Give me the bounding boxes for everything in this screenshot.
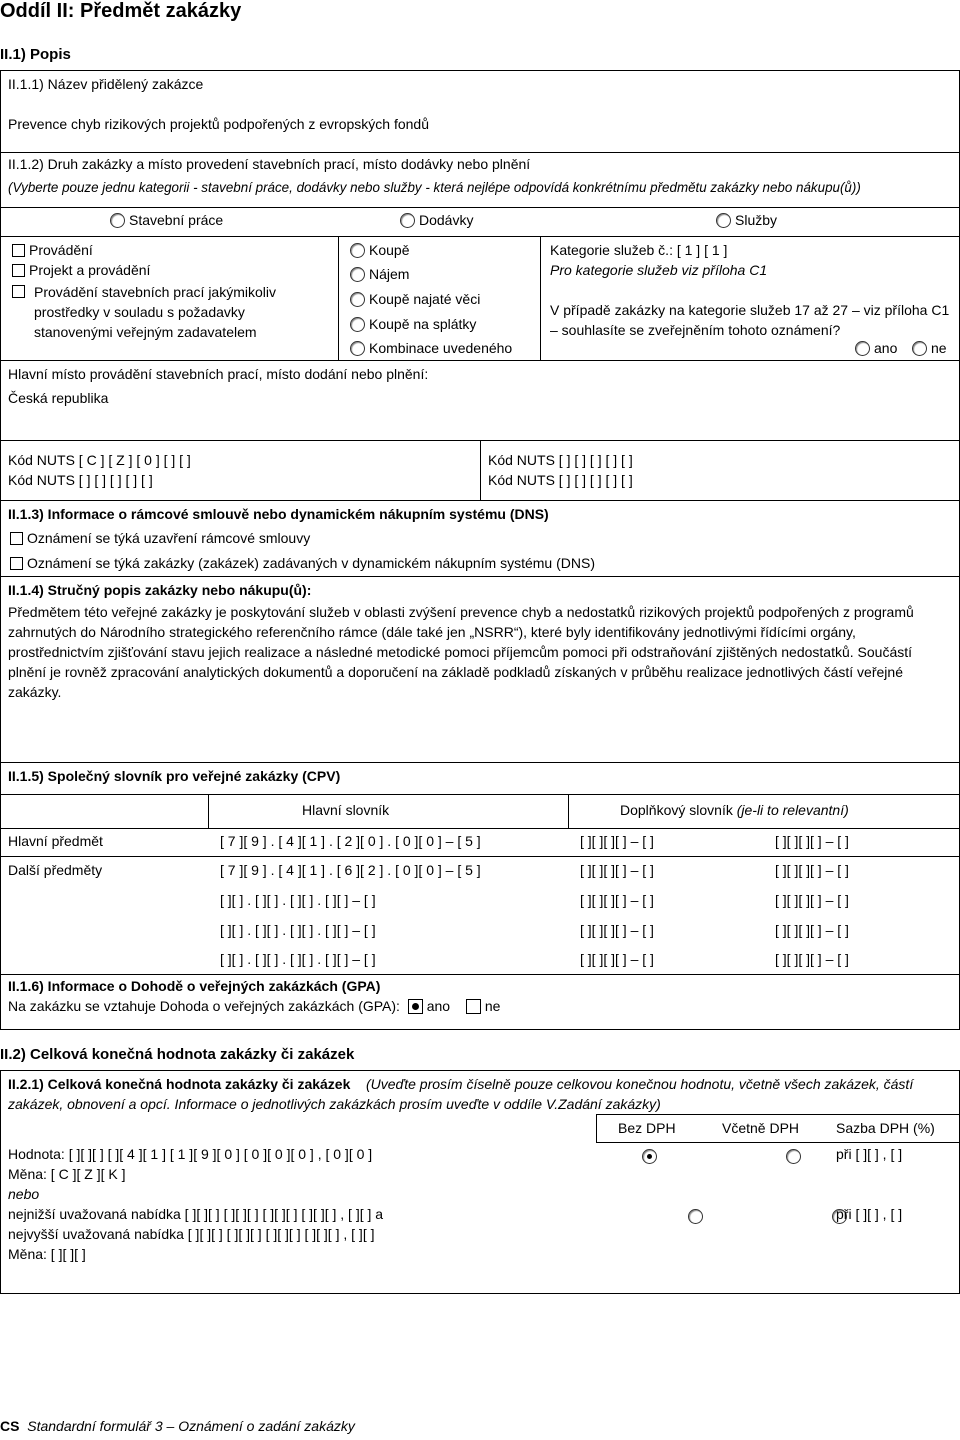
service-category: Kategorie služeb č.: [ 1 ] [ 1 ] bbox=[550, 242, 728, 258]
cpv-label: II.1.5) Společný slovník pro veřejné zakázky (CPV) bbox=[8, 768, 341, 784]
cpv-supp-header-label: Doplňkový slovník bbox=[620, 802, 733, 818]
divider bbox=[540, 236, 541, 360]
category-supplies[interactable] bbox=[400, 212, 473, 228]
checkbox[interactable] bbox=[10, 557, 23, 570]
works-option[interactable] bbox=[12, 282, 322, 342]
supplies-option[interactable] bbox=[350, 340, 512, 356]
works-option-label: Projekt a provádění bbox=[29, 262, 151, 278]
place-label: Hlavní místo provádění stavebních prací, místo dodání nebo plnění: bbox=[8, 366, 429, 382]
cpv-main-code: [ ][ ] . [ ][ ] . [ ][ ] . [ ][ ] – [ ] bbox=[220, 922, 376, 938]
framework-label: II.1.3) Informace o rámcové smlouvě nebo dynamickém nákupním systému (DNS) bbox=[8, 506, 549, 522]
without-vat-radio-range[interactable] bbox=[688, 1209, 703, 1224]
total-value-label: II.2.1) Celková konečná hodnota zakázky či zakázek bbox=[8, 1076, 351, 1092]
divider bbox=[0, 152, 960, 153]
supplies-option[interactable] bbox=[350, 242, 409, 258]
with-vat-header: Včetně DPH bbox=[722, 1120, 800, 1136]
supplies-option-label: Koupě najaté věci bbox=[369, 291, 481, 307]
nuts-code: Kód NUTS [ C ] [ Z ] [ 0 ] [ ] [ ] bbox=[8, 452, 191, 468]
or-label: nebo bbox=[8, 1186, 40, 1202]
footer-cs: CS bbox=[0, 1418, 20, 1434]
works-option-label: Provádění bbox=[29, 242, 93, 258]
cpv-other-subjects-label: Další předměty bbox=[8, 862, 103, 878]
supplies-option[interactable] bbox=[350, 316, 476, 332]
radio[interactable] bbox=[350, 317, 365, 332]
category-works[interactable] bbox=[110, 212, 223, 228]
cpv-supp-code: [ ][ ][ ][ ] – [ ] bbox=[775, 951, 849, 967]
gpa-question-text: Na zakázku se vztahuje Dohoda o veřejných zakázkách (GPA): bbox=[8, 998, 400, 1014]
gpa-no-label: ne bbox=[484, 998, 501, 1014]
currency-line: Měna: [ C ][ Z ][ K ] bbox=[8, 1166, 126, 1182]
lowest-offer-line: nejnižší uvažovaná nabídka [ ][ ][ ] [ ][ ][ ] [ ][ ][ ] [ ][ ][ ] , [ ][ ] a bbox=[8, 1206, 384, 1222]
cpv-main-code: [ ][ ] . [ ][ ] . [ ][ ] . [ ][ ] – [ ] bbox=[220, 892, 376, 908]
contract-type-label: II.1.2) Druh zakázky a místo provedení stavebních prací, místo dodávky nebo plnění bbox=[8, 156, 531, 172]
divider bbox=[0, 762, 960, 763]
vat-rate-value-range: při [ ][ ] , [ ] bbox=[836, 1206, 903, 1222]
radio[interactable] bbox=[350, 243, 365, 258]
gpa-question bbox=[8, 998, 500, 1014]
without-vat-header: Bez DPH bbox=[618, 1120, 676, 1136]
cpv-main-header: Hlavní slovník bbox=[302, 802, 390, 818]
footer-form-name: Standardní formulář 3 – Oznámení o zadání zakázky bbox=[27, 1418, 355, 1434]
place-value: Česká republika bbox=[8, 390, 109, 406]
supplies-option[interactable] bbox=[350, 266, 409, 282]
currency-line-2: Měna: [ ][ ][ ] bbox=[8, 1246, 86, 1262]
highest-offer-line: nejvyšší uvažovaná nabídka [ ][ ][ ] [ ][ ][ ] [ ][ ][ ] [ ][ ][ ] , [ ][ ] bbox=[8, 1226, 375, 1242]
no-radio[interactable] bbox=[912, 341, 927, 356]
checkbox[interactable] bbox=[12, 264, 25, 277]
contract-type-note: (Vyberte pouze jednu kategorii - stavební práce, dodávky nebo služby - která nejlépe odpovídá konkrétnímu předmětu zakázky nebo nákupu(ů)) bbox=[8, 180, 861, 195]
description-part1: Předmětem této veřejné zakázky je poskytování služeb v oblasti zvýšení prevence chyb a nedostatků rizikových projektů podpořených z programů zahrnutých do Národního strategického referenčního rámce (dále také jen „NSRR“), které byly identifikovány jednotlivými řídícími orgány, prostřednictvím zjišťování stavu jejich realizace a následné metodické pomoci příjemcům pomoci při odstraňování zjištěných nedostatků. bbox=[8, 604, 914, 660]
cpv-supp-header bbox=[620, 802, 849, 818]
divider bbox=[0, 856, 960, 857]
cpv-supp-code: [ ][ ][ ][ ] – [ ] bbox=[775, 833, 849, 849]
cpv-supp-code: [ ][ ][ ][ ] – [ ] bbox=[580, 862, 654, 878]
section-heading-description: II.1) Popis bbox=[0, 46, 71, 63]
divider bbox=[0, 207, 960, 208]
total-value-heading: II.2) Celková konečná hodnota zakázky či zakázek bbox=[0, 1046, 355, 1063]
divider bbox=[208, 794, 209, 828]
cpv-supp-code: [ ][ ][ ][ ] – [ ] bbox=[775, 862, 849, 878]
divider bbox=[0, 236, 960, 237]
supplies-option-label: Koupě na splátky bbox=[369, 316, 477, 332]
description-text bbox=[8, 602, 952, 702]
gpa-label: II.1.6) Informace o Dohodě o veřejných zakázkách (GPA) bbox=[8, 978, 381, 994]
works-option-label: Provádění stavebních prací jakýmikoliv prostředky v souladu s požadavky stanovenými veřejným zadavatelem bbox=[34, 284, 276, 340]
divider bbox=[0, 794, 960, 795]
nuts-code: Kód NUTS [ ] [ ] [ ] [ ] [ ] bbox=[8, 472, 153, 488]
checkbox[interactable] bbox=[10, 532, 23, 545]
cpv-main-code: [ 7 ][ 9 ] . [ 4 ][ 1 ] . [ 2 ][ 0 ] . [ 0 ][ 0 ] – [ 5 ] bbox=[220, 833, 481, 849]
divider bbox=[596, 1114, 960, 1115]
nuts-code: Kód NUTS [ ] [ ] [ ] [ ] [ ] bbox=[488, 452, 633, 468]
divider bbox=[0, 828, 960, 829]
yes-label: ano bbox=[874, 340, 898, 356]
supplies-radio[interactable] bbox=[400, 213, 415, 228]
supplies-option-label: Koupě bbox=[369, 242, 410, 258]
dns-option-label: Oznámení se týká zakázky (zakázek) zadávaných v dynamickém nákupním systému (DNS) bbox=[27, 555, 595, 571]
vat-rate-header: Sazba DPH (%) bbox=[836, 1120, 935, 1136]
services-radio[interactable] bbox=[716, 213, 731, 228]
without-vat-radio[interactable] bbox=[642, 1149, 657, 1164]
category-works-label: Stavební práce bbox=[129, 212, 224, 228]
divider bbox=[338, 236, 339, 360]
gpa-no-radio[interactable] bbox=[466, 999, 481, 1014]
works-option[interactable] bbox=[12, 242, 93, 258]
cpv-main-code: [ ][ ] . [ ][ ] . [ ][ ] . [ ][ ] – [ ] bbox=[220, 951, 376, 967]
divider bbox=[480, 440, 481, 500]
with-vat-radio[interactable] bbox=[786, 1149, 801, 1164]
cpv-supp-header-note: (je-li to relevantní) bbox=[736, 802, 849, 818]
yes-radio[interactable] bbox=[855, 341, 870, 356]
cpv-supp-code: [ ][ ][ ][ ] – [ ] bbox=[775, 922, 849, 938]
cpv-supp-code: [ ][ ][ ][ ] – [ ] bbox=[775, 892, 849, 908]
cpv-supp-code: [ ][ ][ ][ ] – [ ] bbox=[580, 922, 654, 938]
no-label: ne bbox=[931, 340, 947, 356]
supplies-option[interactable] bbox=[350, 291, 480, 307]
description-part2: Součástí plnění je rovněž zpracování analytických dokumentů a doporučení na základě podkladů získaných v průběhu realizace jednotlivých částí veřejné zakázky. bbox=[8, 644, 913, 700]
publication-yes[interactable] bbox=[855, 340, 897, 356]
framework-option[interactable] bbox=[10, 530, 310, 546]
divider bbox=[0, 576, 960, 577]
divider bbox=[0, 500, 960, 501]
divider bbox=[596, 1114, 597, 1142]
checkbox[interactable] bbox=[12, 244, 25, 257]
divider bbox=[596, 1142, 960, 1143]
cpv-supp-code: [ ][ ][ ][ ] – [ ] bbox=[580, 951, 654, 967]
radio[interactable] bbox=[350, 341, 365, 356]
supplies-option-label: Kombinace uvedeného bbox=[369, 340, 513, 356]
category-services-label: Služby bbox=[735, 212, 778, 228]
contract-name-value: Prevence chyb rizikových projektů podpořených z evropských fondů bbox=[8, 116, 429, 132]
value-line: Hodnota: [ ][ ][ ] [ ][ 4 ][ 1 ] [ 1 ][ 9 ][ 0 ] [ 0 ][ 0 ][ 0 ] , [ 0 ][ 0 ] bbox=[8, 1146, 373, 1162]
dns-option[interactable] bbox=[10, 555, 595, 571]
radio[interactable] bbox=[350, 267, 365, 282]
gpa-yes-radio[interactable] bbox=[408, 999, 423, 1014]
supplies-option-label: Nájem bbox=[369, 266, 410, 282]
radio[interactable] bbox=[350, 292, 365, 307]
total-value-intro bbox=[8, 1074, 952, 1114]
category-services[interactable] bbox=[716, 212, 777, 228]
works-radio[interactable] bbox=[110, 213, 125, 228]
checkbox[interactable] bbox=[12, 285, 25, 298]
service-publication-question: V případě zakázky na kategorie služeb 17 až 27 – viz příloha C1 – souhlasíte se zveřejněním tohoto oznámení? bbox=[550, 302, 950, 338]
cpv-supp-code: [ ][ ][ ][ ] – [ ] bbox=[580, 892, 654, 908]
framework-option-label: Oznámení se týká uzavření rámcové smlouvy bbox=[27, 530, 311, 546]
works-option[interactable] bbox=[12, 262, 150, 278]
contract-name-label: II.1.1) Název přidělený zakázce bbox=[8, 76, 204, 92]
category-supplies-label: Dodávky bbox=[419, 212, 474, 228]
divider bbox=[0, 360, 960, 361]
cpv-main-code: [ 7 ][ 9 ] . [ 4 ][ 1 ] . [ 6 ][ 2 ] . [ 0 ][ 0 ] – [ 5 ] bbox=[220, 862, 481, 878]
gpa-yes-label: ano bbox=[426, 998, 451, 1014]
cpv-supp-code: [ ][ ][ ][ ] – [ ] bbox=[580, 833, 654, 849]
divider bbox=[568, 794, 569, 828]
cpv-main-subject-label: Hlavní předmět bbox=[8, 833, 103, 849]
nuts-code: Kód NUTS [ ] [ ] [ ] [ ] [ ] bbox=[488, 472, 633, 488]
publication-no[interactable] bbox=[912, 340, 947, 356]
description-label: II.1.4) Stručný popis zakázky nebo nákupu(ů): bbox=[8, 582, 312, 598]
service-annex-note: Pro kategorie služeb viz příloha C1 bbox=[550, 262, 768, 278]
footer bbox=[0, 1418, 355, 1434]
divider bbox=[0, 974, 960, 975]
total-value-note: (Uveďte prosím číselně pouze celkovou konečnou hodnotu, včetně všech zakázek, částí zakázek, obnovení a opcí. Informace o jednotlivých zakázkách prosím uveďte v oddíle V.Zadání zakázky) bbox=[8, 1076, 914, 1112]
vat-rate-value: při [ ][ ] , [ ] bbox=[836, 1146, 903, 1162]
section-title: Oddíl II: Předmět zakázky bbox=[0, 0, 242, 22]
